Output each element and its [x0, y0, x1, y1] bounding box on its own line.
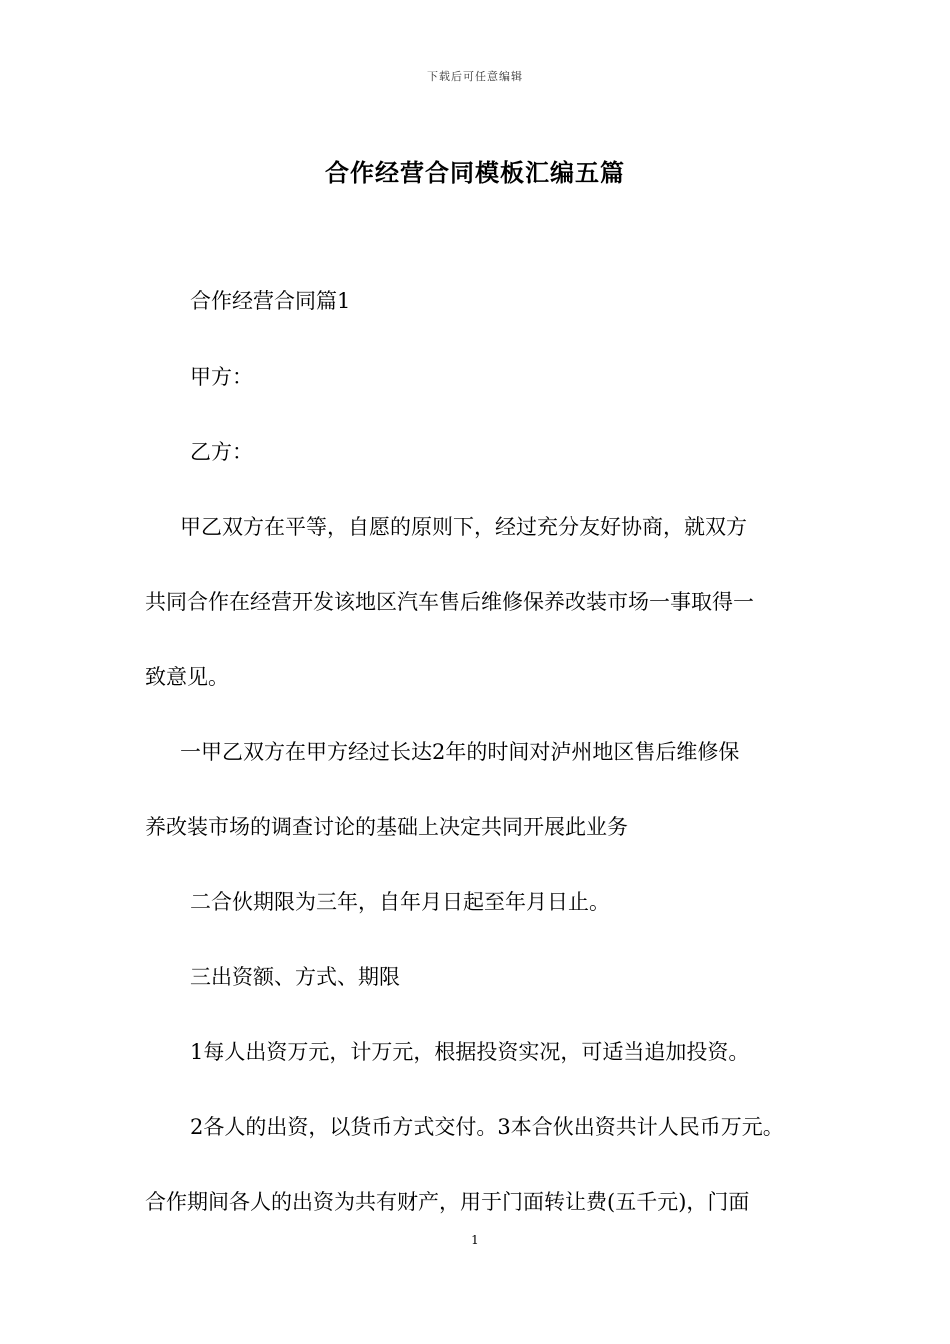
party-b-label: 乙方： — [190, 440, 253, 464]
paragraph-line: 甲乙双方在平等，自愿的原则下，经过充分友好协商，就双方 — [180, 515, 747, 539]
paragraph-line: 1每人出资万元，计万元，根据投资实况，可适当追加投资。 — [190, 1040, 750, 1064]
paragraph-line: 共同合作在经营开发该地区汽车售后维修保养改装市场一事取得一 — [145, 590, 754, 614]
section-heading: 合作经营合同篇1 — [190, 289, 351, 313]
header-note: 下载后可任意编辑 — [427, 70, 523, 83]
page-number: 1 — [471, 1233, 479, 1247]
paragraph-line: 2各人的出资，以货币方式交付。3本合伙出资共计人民币万元。 — [190, 1115, 784, 1139]
paragraph-line: 一甲乙双方在甲方经过长达2年的时间对泸州地区售后维修保 — [180, 740, 740, 764]
party-a-label: 甲方： — [190, 365, 253, 389]
paragraph-line: 合作期间各人的出资为共有财产，用于门面转让费(五千元)，门面 — [145, 1190, 750, 1214]
paragraph-line: 养改装市场的调查讨论的基础上决定共同开展此业务 — [145, 815, 628, 839]
paragraph-line: 二合伙期限为三年，自年月日起至年月日止。 — [190, 890, 610, 914]
document-title: 合作经营合同模板汇编五篇 — [325, 158, 625, 187]
paragraph-line: 三出资额、方式、期限 — [190, 965, 400, 989]
paragraph-line: 致意见。 — [145, 665, 229, 689]
